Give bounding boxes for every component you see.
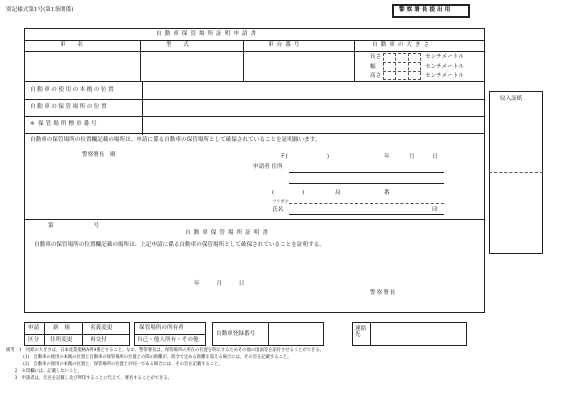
divider — [408, 53, 409, 80]
divider — [140, 40, 141, 81]
certificate-title: 自動車保管場所証明書 — [185, 230, 271, 236]
address-change-option[interactable]: 住所変更 — [50, 337, 73, 343]
applicant-address-label: 申請者 住所 — [253, 164, 283, 170]
size-height-unit: センチメートル — [425, 73, 464, 79]
phone-field[interactable]: ( ) — [272, 190, 305, 196]
apply-label: 申請 — [28, 325, 40, 331]
size-input-grid[interactable] — [383, 53, 421, 80]
date-month: 月 — [409, 154, 415, 160]
sign-prefix: ※ — [30, 121, 35, 127]
seal-mark: 印 — [432, 207, 438, 213]
certificate-date: 年 月 日 — [194, 281, 245, 287]
size-height-label: 高さ — [370, 73, 382, 79]
divider — [24, 81, 485, 82]
own-land-options[interactable]: 自己・他人所有・その他 — [137, 337, 199, 343]
header-vehicle-name: 車 名 — [60, 42, 86, 48]
size-length-unit: センチメートル — [425, 54, 464, 60]
use-location-label: 自動車の使用の本拠の位置 — [30, 87, 116, 93]
new-option[interactable]: 新 規 — [53, 325, 70, 331]
note-2: (1) 自動車の使用の本拠の位置と自動車の保管場所の位置との間の距離が、政令で定める距離を超える場合には、その旨を記載すること。 — [6, 355, 292, 360]
certificate-issuer: 警察署長 — [370, 290, 397, 296]
form-title: 自動車保管場所証明申請書 — [156, 31, 260, 37]
divider — [24, 40, 485, 41]
contact-label: 連絡先 — [355, 326, 367, 338]
note-5: 3 申請者は、氏名を記載し及び押印することに代えて、署名することができる。 — [6, 376, 172, 381]
address-line-2[interactable] — [289, 183, 444, 184]
divider — [354, 40, 355, 81]
divider — [24, 219, 485, 220]
registration-label: 自動車登録番号 — [216, 331, 256, 337]
header-chassis-no: 車台番号 — [268, 42, 303, 48]
date-year: 年 — [384, 154, 390, 160]
name-change-option[interactable]: 名義変更 — [90, 325, 113, 331]
divider — [24, 99, 485, 100]
form-label: 別記様式第1号(第1条関係) — [6, 7, 74, 13]
note-1: 備考 1 用紙の大きさは、日本産業規格A列4番とすること。なお、警察署長は、保管場所の所在の位置を明示するためその他の図面等を添付させることができる。 — [6, 348, 324, 353]
police-chief-addressee: 警察署長 殿 — [82, 152, 116, 158]
owner-label: 保管場所の所有者 — [139, 325, 184, 331]
phone-bureau: 局 — [335, 190, 341, 196]
divider — [24, 116, 485, 117]
divider — [142, 81, 143, 135]
divider — [289, 203, 444, 204]
date-day: 日 — [432, 154, 438, 160]
category-label: 区分 — [28, 337, 40, 343]
stamp-label: 警察署長提出用 — [399, 7, 453, 13]
note-4: 2 ※印欄には、記載しないこと。 — [6, 369, 82, 374]
divider — [24, 133, 485, 134]
divider — [395, 53, 396, 80]
storage-location-label: 自動車の保管場所の位置 — [30, 104, 109, 110]
reissue-option[interactable]: 再交付 — [90, 337, 107, 343]
divider — [383, 71, 421, 72]
divider — [370, 322, 371, 346]
revenue-stamp-label: 収入証紙 — [500, 96, 523, 102]
divider — [134, 334, 206, 335]
divider — [383, 62, 421, 63]
header-model: 型 式 — [166, 42, 192, 48]
postal-code-field[interactable]: 〒( ) — [280, 154, 330, 160]
divider — [268, 322, 269, 346]
divider — [24, 51, 485, 52]
certificate-text: 自動車の保管場所の位置欄記載の場所は、上記申請に係る自動車の保管場所として確保されていることを証明する。 — [34, 242, 325, 248]
size-width-unit: センチメートル — [425, 64, 464, 70]
sign-number-label: 保管場所標章番号 — [38, 121, 99, 127]
note-3: (2) 自動車の使用の本拠の位置と、保管場所の位置とが同一である場合には、その旨を記載すること。 — [6, 362, 223, 367]
furigana-label: フリガナ — [272, 200, 289, 205]
size-width-label: 幅 — [370, 64, 376, 70]
size-length-label: 長さ — [370, 54, 382, 60]
divider — [243, 40, 244, 81]
certificate-number: 第 号 — [48, 223, 102, 229]
divider — [24, 334, 130, 335]
name-label: 氏名 — [272, 207, 284, 213]
address-line[interactable] — [289, 172, 444, 173]
divider — [489, 172, 543, 173]
name-line[interactable] — [289, 214, 444, 215]
declaration-text: 自動車の保管場所の位置欄記載の場所は、申請に係る自動車の保管場所として確保されていることを証明願います。 — [30, 137, 321, 143]
header-size: 自動車の大きさ — [372, 42, 433, 48]
phone-number: 番 — [384, 190, 390, 196]
